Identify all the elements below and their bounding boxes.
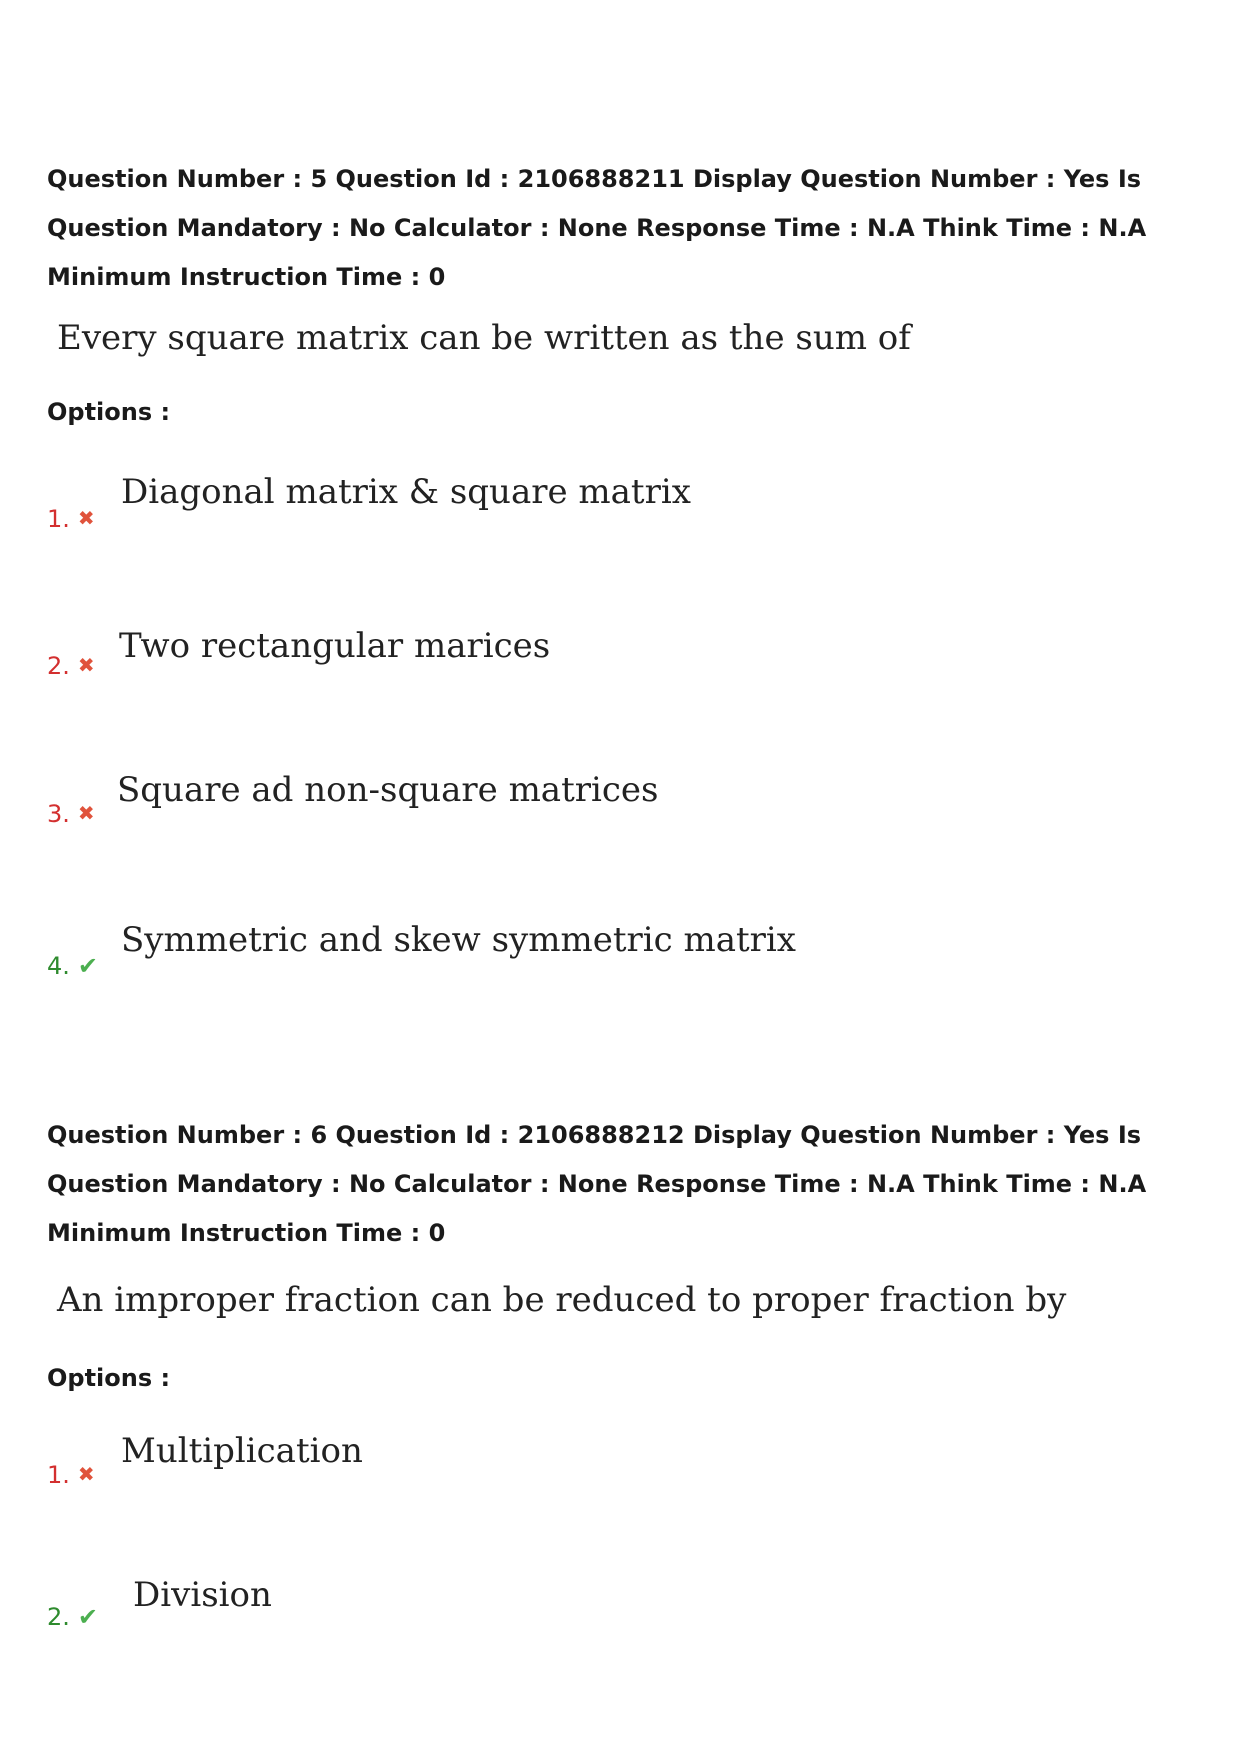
option-number: 4. <box>47 952 70 980</box>
question-text: Every square matrix can be written as the sum of <box>57 318 911 358</box>
cross-icon: ✖ <box>77 801 95 825</box>
cross-icon: ✖ <box>77 506 95 530</box>
option-number: 1. <box>47 505 70 533</box>
option-text: Division <box>133 1575 272 1615</box>
question-text: An improper fraction can be reduced to proper fraction by <box>57 1280 1067 1320</box>
option-number: 2. <box>47 652 70 680</box>
option-text: Multiplication <box>121 1431 363 1471</box>
option-number: 3. <box>47 800 70 828</box>
cross-icon: ✖ <box>77 1462 95 1486</box>
question-meta: Question Number : 6 Question Id : 2106888212 Display Question Number : Yes Is Question Mandatory : No Calculator : None Response Time : N.A Think Time : N.A Minimum Instruction Time : 0 <box>47 1121 1147 1247</box>
option-text: Square ad non-square matrices <box>117 770 659 810</box>
option-text: Symmetric and skew symmetric matrix <box>121 920 796 960</box>
check-icon: ✔ <box>77 952 99 980</box>
option-text: Diagonal matrix & square matrix <box>121 472 691 512</box>
option-number: 1. <box>47 1461 70 1489</box>
question-meta: Question Number : 5 Question Id : 2106888211 Display Question Number : Yes Is Question Mandatory : No Calculator : None Response Time : N.A Think Time : N.A Minimum Instruction Time : 0 <box>47 165 1147 291</box>
option-text: Two rectangular marices <box>119 626 551 666</box>
cross-icon: ✖ <box>77 653 95 677</box>
check-icon: ✔ <box>77 1603 99 1631</box>
options-label: Options : <box>47 398 171 426</box>
option-number: 2. <box>47 1603 70 1631</box>
options-label: Options : <box>47 1364 171 1392</box>
